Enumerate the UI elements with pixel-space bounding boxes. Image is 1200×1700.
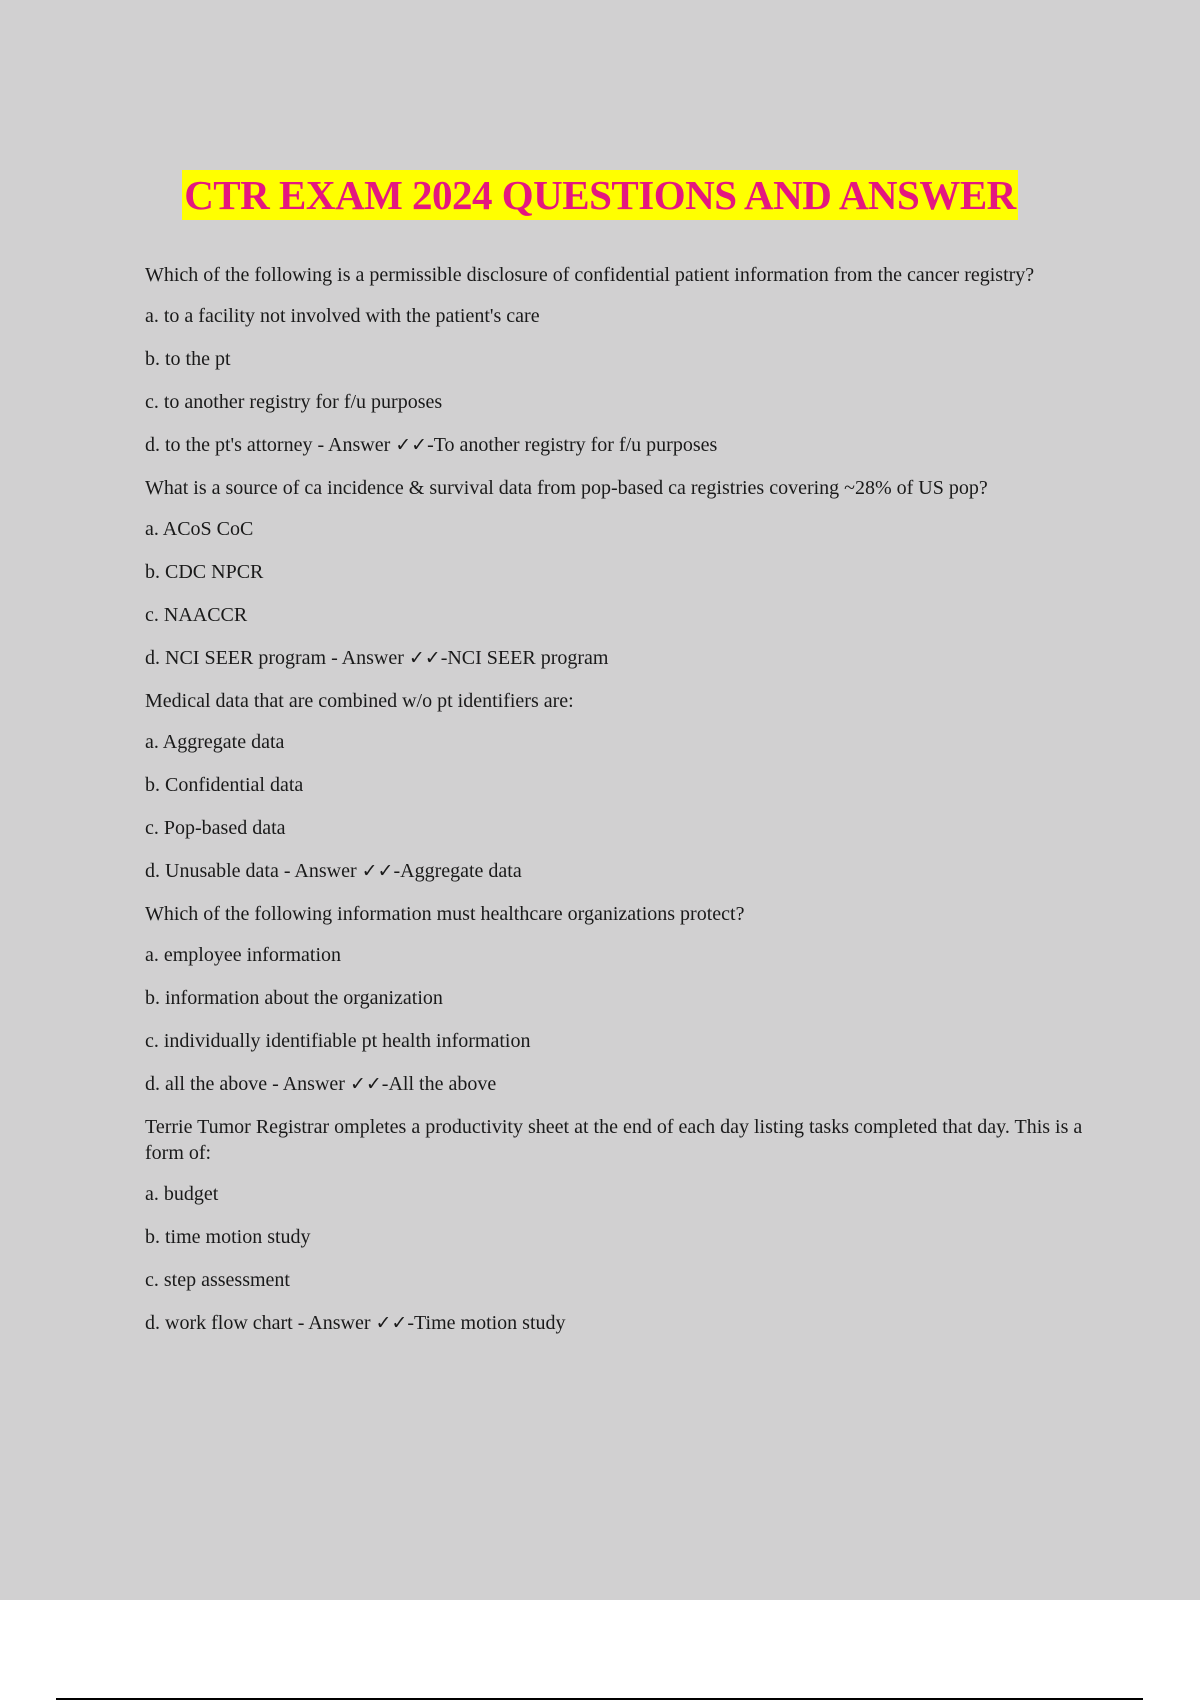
question-prompt: Which of the following information must healthcare organizations protect? [145, 903, 745, 925]
checkmark-icon: ✓✓ [349, 1073, 382, 1095]
question-prompt: Medical data that are combined w/o pt identifiers are: [145, 690, 574, 712]
checkmark-icon: ✓✓ [395, 434, 428, 456]
answer-option: a. to a facility not involved with the patient's care [145, 305, 540, 327]
answer-option: b. information about the organization [145, 987, 443, 1009]
correct-answer: -NCI SEER program [440, 647, 609, 669]
answer-option: c. NAACCR [145, 604, 248, 626]
answer-option-text: d. Unusable data - Answer [145, 860, 362, 882]
correct-answer: -All the above [381, 1073, 497, 1095]
answer-option: b. CDC NPCR [145, 561, 264, 583]
page-title: CTR EXAM 2024 QUESTIONS AND ANSWER [184, 172, 1016, 218]
answer-option-with-answer [145, 432, 1090, 458]
correct-answer: -Aggregate data [393, 860, 522, 882]
answer-option: c. Pop-based data [145, 817, 286, 839]
answer-option: c. individually identifiable pt health information [145, 1030, 531, 1052]
answer-option-with-answer [145, 858, 1090, 884]
answer-option: b. time motion study [145, 1226, 311, 1248]
answer-option: c. to another registry for f/u purposes [145, 391, 443, 413]
answer-option: a. budget [145, 1183, 219, 1205]
title-container [0, 170, 1200, 220]
checkmark-icon: ✓✓ [375, 1312, 408, 1334]
checkmark-icon: ✓✓ [361, 860, 394, 882]
question-prompt: What is a source of ca incidence & survival data from pop-based ca registries covering ~28% of US pop? [145, 477, 988, 499]
checkmark-icon: ✓✓ [408, 647, 441, 669]
qa-content [145, 262, 1090, 1353]
answer-option: a. employee information [145, 944, 342, 966]
answer-option-text: d. all the above - Answer [145, 1073, 350, 1095]
answer-option-text: d. NCI SEER program - Answer [145, 647, 409, 669]
answer-option: b. Confidential data [145, 774, 304, 796]
answer-option-with-answer [145, 645, 1090, 671]
answer-option-with-answer [145, 1310, 1090, 1336]
answer-option: b. to the pt [145, 348, 231, 370]
answer-option-text: d. to the pt's attorney - Answer [145, 434, 396, 456]
question-prompt: Which of the following is a permissible disclosure of confidential patient information from the cancer registry? [145, 264, 1035, 286]
correct-answer: -To another registry for f/u purposes [427, 434, 718, 456]
answer-option: a. ACoS CoC [145, 518, 254, 540]
question-prompt: Terrie Tumor Registrar ompletes a productivity sheet at the end of each day listing tasks completed that day. This is a form of: [145, 1116, 1083, 1164]
answer-option-text: d. work flow chart - Answer [145, 1312, 376, 1334]
answer-option-with-answer [145, 1071, 1090, 1097]
correct-answer: -Time motion study [407, 1312, 566, 1334]
answer-option: c. step assessment [145, 1269, 290, 1291]
answer-option: a. Aggregate data [145, 731, 285, 753]
